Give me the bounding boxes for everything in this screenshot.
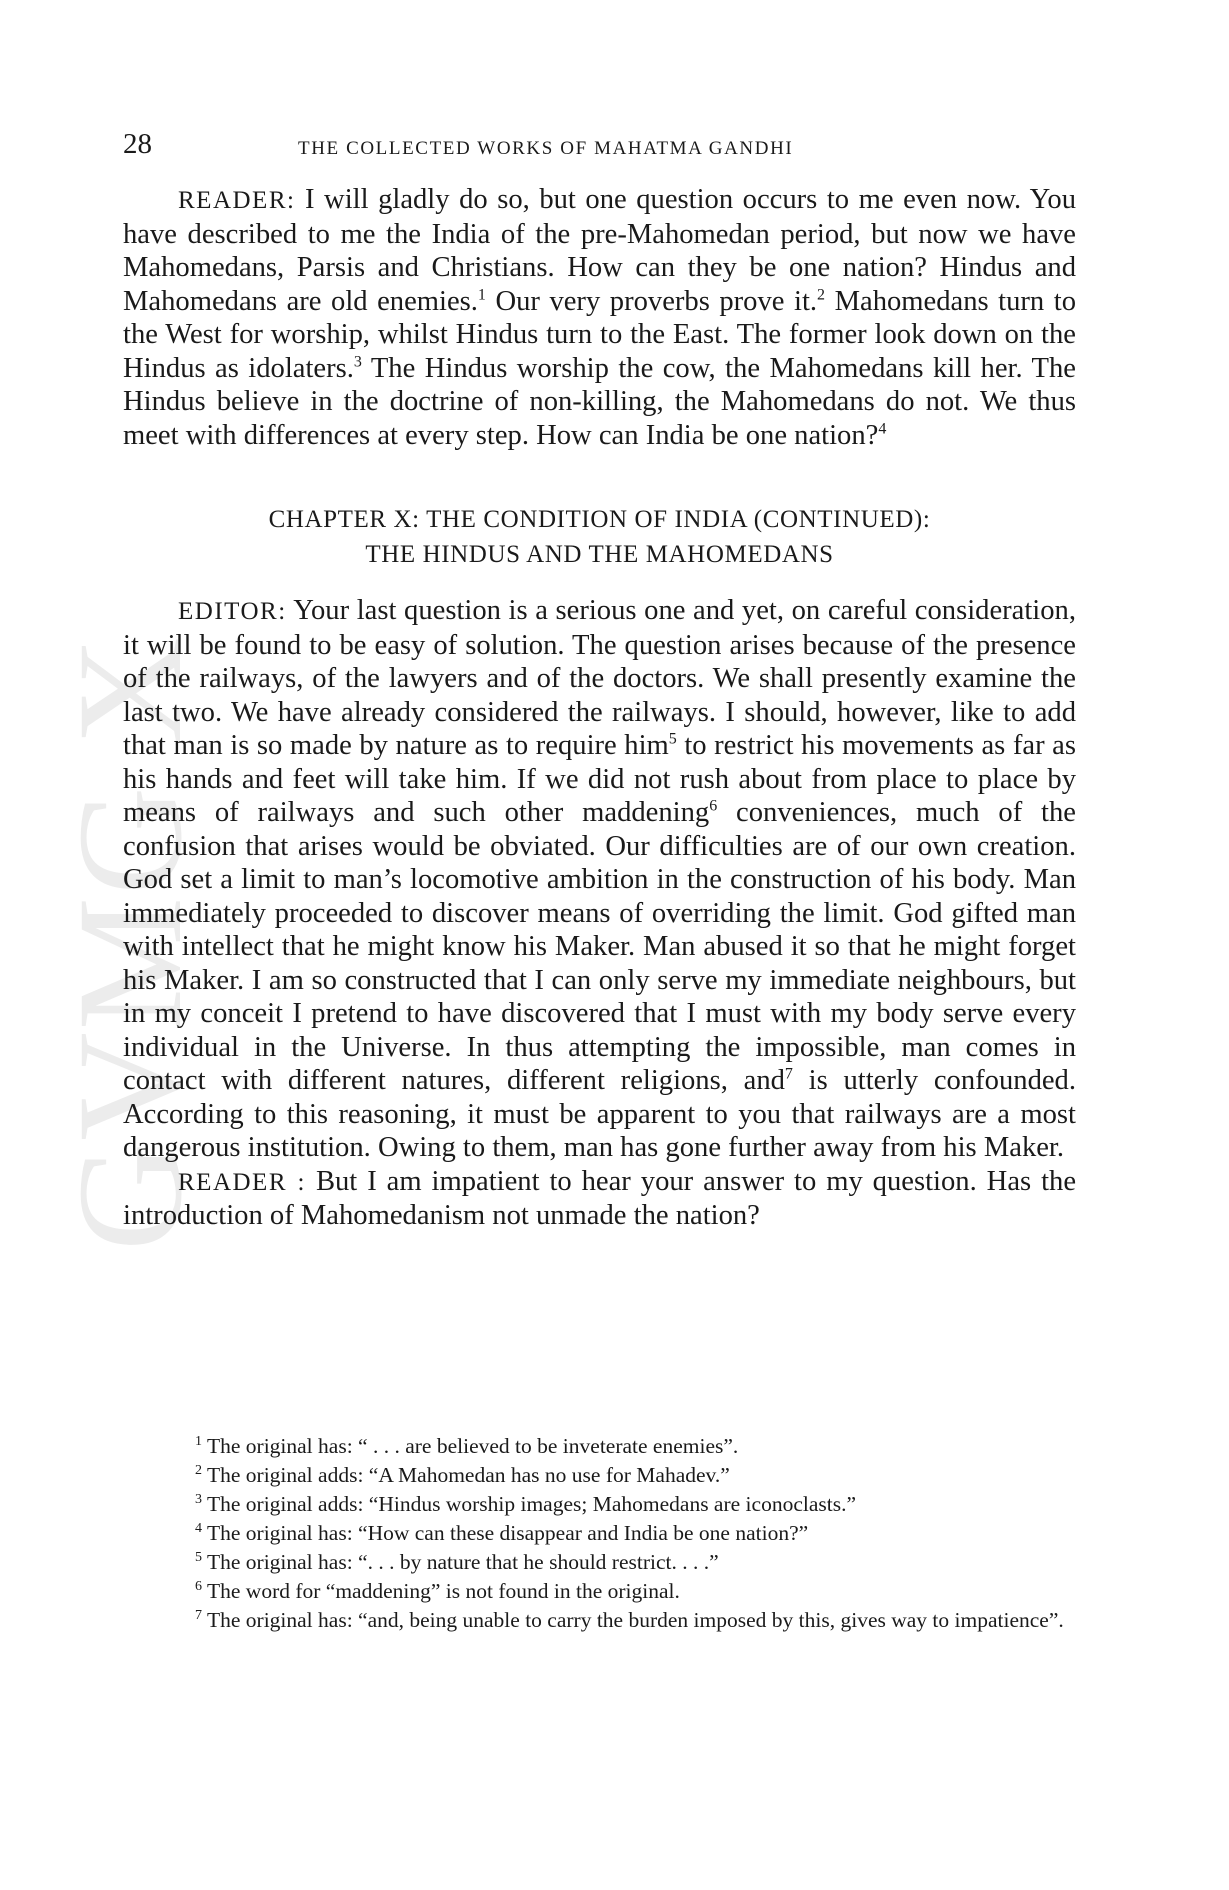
chapter-heading xyxy=(123,502,1076,572)
paragraph-text: Mahomedans turn to the West for worship, whilst Hindus turn to the East. The former look down on the Hindus as idolaters. xyxy=(123,285,1076,384)
watermark-logo: GVMG X xyxy=(47,634,213,1252)
footnote-text: The original has: “. . . by nature that he should restrict. . . .” xyxy=(202,1550,719,1574)
page-header xyxy=(123,128,1076,168)
footnote-number: 3 xyxy=(195,1491,202,1507)
paragraph-text: The Hindus worship the cow, the Mahomedans kill her. The Hindus believe in the doctrine of non-killing, the Mahomedans do not. We thus meet with differences at every step. How can India be one nation? xyxy=(123,352,1076,451)
chapter-title-line-2: THE HINDUS AND THE MAHOMEDANS xyxy=(365,541,834,568)
footnote-text: The original has: “and, being unable to carry the burden imposed by this, gives way to impatience”. xyxy=(202,1608,1064,1632)
footnote-ref: 2 xyxy=(817,285,826,303)
speaker-label: READER : xyxy=(178,1168,306,1196)
speaker-label: EDITOR: xyxy=(178,598,287,625)
footnote-number: 4 xyxy=(195,1520,202,1536)
footnote-ref: 5 xyxy=(668,730,677,748)
footnote-text: The original has: “ . . . are believed to be inveterate enemies”. xyxy=(202,1434,739,1458)
footnote-number: 6 xyxy=(195,1578,202,1594)
footnote-ref: 1 xyxy=(477,285,486,303)
footnote xyxy=(123,1490,1076,1519)
paragraph-text: Your last question is a serious one and yet, on careful consideration, it will be found to be easy of solution. The question arises because of the presence of the railways, of the lawyers and of the doctors. We shall presently examine the last two. We have already considered the railways. I should, however, like to add that man is so made by nature as to require him xyxy=(123,595,1076,761)
footnote-ref: 3 xyxy=(353,352,362,370)
footnote xyxy=(123,1548,1076,1577)
footnote-ref: 7 xyxy=(784,1065,793,1083)
footnote-text: The original adds: “Hindus worship images; Mahomedans are iconoclasts.” xyxy=(202,1492,857,1516)
footnote-text: The word for “maddening” is not found in the original. xyxy=(202,1579,680,1603)
page-number: 28 xyxy=(123,128,152,160)
footnote-number: 7 xyxy=(195,1607,202,1623)
footnote xyxy=(123,1577,1076,1606)
paragraph-text: to restrict his movements as far as his hands and feet will take him. If we did not rush about from place to place by means of railways and such other maddening xyxy=(123,730,1076,828)
paragraph-text: Our very proverbs prove it. xyxy=(485,285,818,317)
footnote-number: 5 xyxy=(195,1549,202,1565)
paragraph-text: is utterly confounded. According to this reasoning, it must be apparent to you that railways are a most dangerous institution. Owing to them, man has gone further away from his Maker. xyxy=(123,1065,1077,1163)
speaker-label: READER: xyxy=(178,187,296,214)
footnote-number: 1 xyxy=(195,1433,202,1449)
footnote xyxy=(123,1461,1076,1490)
reader-paragraph-2 xyxy=(123,1165,1076,1233)
footnote xyxy=(123,1432,1076,1461)
chapter-title-line-1: CHAPTER X: THE CONDITION OF INDIA (CONTINUED): xyxy=(268,506,931,533)
paragraph-text: I will gladly do so, but one question occurs to me even now. You have described to me the India of the pre-Mahomedan period, but now we have Mahomedans, Parsis and Christians. How can they be one nation? Hindus and Mahomedans are old enemies. xyxy=(123,184,1076,317)
footnote xyxy=(123,1606,1076,1635)
paragraph-text: But I am impatient to hear your answer to my question. Has the introduction of Mahomedanism not unmade the nation? xyxy=(123,1165,1077,1231)
paragraph-text: conveniences, much of the confusion that arises would be obviated. Our difficulties are of our own creation. God set a limit to man’s locomotive ambition in the construction of his body. Man immediately proceeded to discover means of overriding the limit. God gifted man with intellect that he might know his Maker. Man abused it so that he might forget his Maker. I am so constructed that I can only serve my immediate neighbours, but in my conceit I pretend to have discovered that I must with my body serve every individual in the Universe. In thus attempting the impossible, man comes in contact with different natures, different religions, and xyxy=(123,797,1076,1096)
footnotes xyxy=(123,1432,1076,1635)
footnote-text: The original has: “How can these disappear and India be one nation?” xyxy=(202,1521,809,1545)
running-head: THE COLLECTED WORKS OF MAHATMA GANDHI xyxy=(298,138,794,159)
footnote xyxy=(123,1519,1076,1548)
footnote-ref: 4 xyxy=(878,419,887,437)
footnote-text: The original adds: “A Mahomedan has no use for Mahadev.” xyxy=(202,1463,730,1487)
editor-paragraph xyxy=(123,594,1076,1165)
footnote-number: 2 xyxy=(195,1462,202,1478)
body-text xyxy=(123,183,1076,1233)
footnote-ref: 6 xyxy=(709,797,718,815)
reader-paragraph-1 xyxy=(123,183,1076,452)
